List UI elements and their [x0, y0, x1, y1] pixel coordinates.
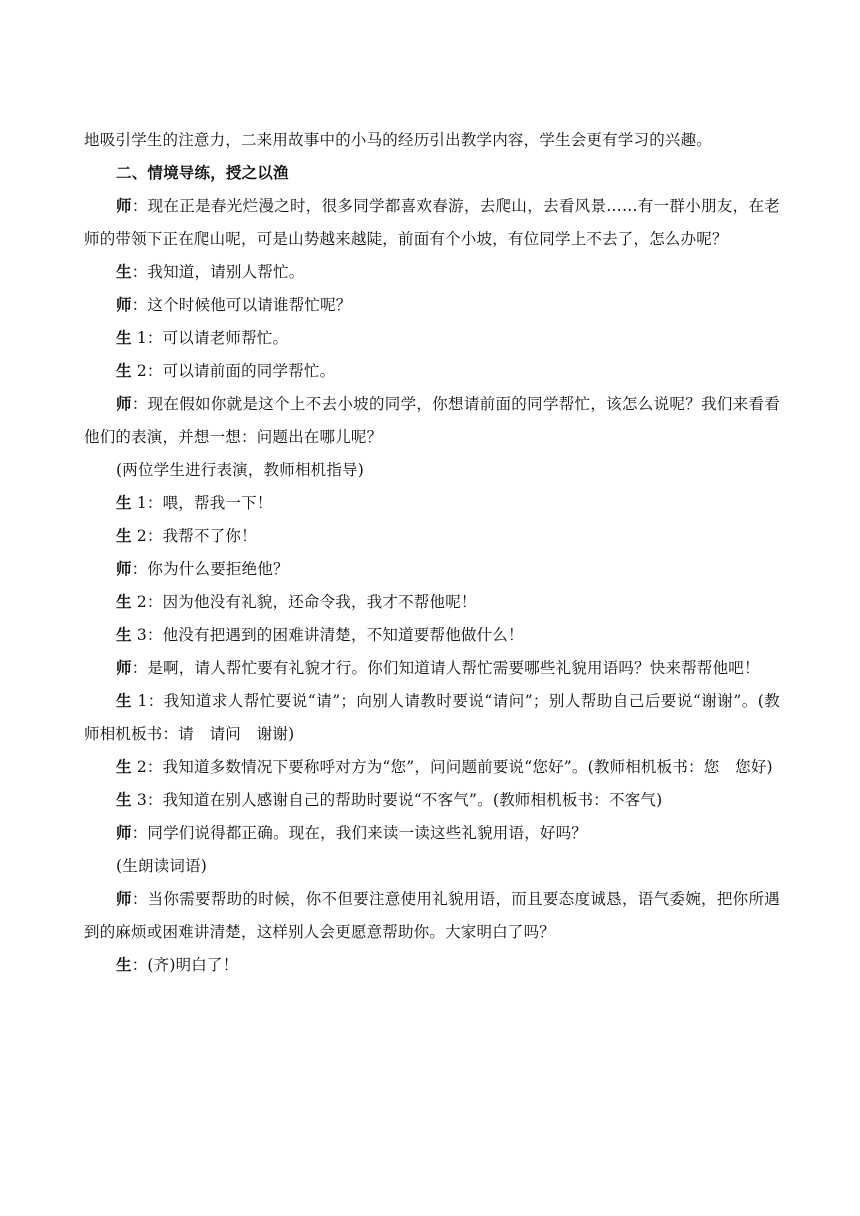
stage-direction-text: (生朗读词语)	[116, 857, 207, 875]
dialogue-line	[84, 817, 780, 850]
dialogue-text: 2：我帮不了你！	[131, 527, 257, 545]
speaker-label: 师	[116, 197, 132, 215]
stage-direction-text: (两位学生进行表演，教师相机指导)	[116, 461, 364, 479]
dialogue-line	[84, 586, 780, 619]
dialogue-line	[84, 553, 780, 586]
dialogue-text: ：你为什么要拒绝他？	[131, 560, 289, 578]
speaker-label: 生	[116, 758, 132, 776]
dialogue-text: 2：因为他没有礼貌，还命令我，我才不帮他呢！	[131, 593, 477, 611]
document-page	[84, 124, 780, 982]
dialogue-line	[84, 520, 780, 553]
dialogue-line	[84, 487, 780, 520]
dialogue-text: 2：可以请前面的同学帮忙。	[131, 362, 336, 380]
dialogue-text: ：(齐)明白了！	[131, 956, 239, 974]
speaker-label: 生	[116, 329, 132, 347]
dialogue-line	[84, 619, 780, 652]
dialogue-line	[84, 883, 780, 949]
speaker-label: 生	[116, 956, 132, 974]
speaker-label: 师	[116, 560, 132, 578]
dialogue-text: 2：我知道多数情况下要称呼对方为“您”，问问题前要说“您好”。(教师相机板书：您 您好)	[131, 758, 773, 776]
speaker-label: 生	[116, 626, 132, 644]
dialogue-line	[84, 751, 780, 784]
paragraph	[84, 124, 780, 157]
dialogue-text: 1：我知道求人帮忙要说“请”；向别人请教时要说“请问”；别人帮助自己后要说“谢谢”。(教师相机板书：请 请问 谢谢)	[84, 692, 781, 743]
dialogue-text: ：我知道，请别人帮忙。	[131, 263, 305, 281]
speaker-label: 生	[116, 527, 132, 545]
dialogue-line	[84, 652, 780, 685]
stage-direction	[84, 850, 780, 883]
dialogue-line	[84, 256, 780, 289]
dialogue-text: 1：喂，帮我一下！	[131, 494, 273, 512]
dialogue-text: ：这个时候他可以请谁帮忙呢？	[131, 296, 352, 314]
speaker-label: 师	[116, 824, 132, 842]
dialogue-text: ：现在假如你就是这个上不去小坡的同学，你想请前面的同学帮忙，该怎么说呢？我们来看看他们的表演，并想一想：问题出在哪儿呢？	[84, 395, 780, 446]
heading-text: 二、情境导练，授之以渔	[116, 164, 289, 182]
speaker-label: 生	[116, 494, 132, 512]
dialogue-line	[84, 322, 780, 355]
dialogue-text: ：当你需要帮助的时候，你不但要注意使用礼貌用语，而且要态度诚恳，语气委婉，把你所遇到的麻烦或困难讲清楚，这样别人会更愿意帮助你。大家明白了吗？	[84, 890, 780, 941]
speaker-label: 生	[116, 791, 132, 809]
speaker-label: 师	[116, 890, 132, 908]
dialogue-line	[84, 388, 780, 454]
dialogue-text: ：现在正是春光烂漫之时，很多同学都喜欢春游，去爬山，去看风景……有一群小朋友，在老师的带领下正在爬山呢，可是山势越来越陡，前面有个小坡，有位同学上不去了，怎么办呢？	[84, 197, 781, 248]
dialogue-line	[84, 784, 780, 817]
speaker-label: 生	[116, 263, 132, 281]
dialogue-line	[84, 355, 780, 388]
stage-direction	[84, 454, 780, 487]
dialogue-line	[84, 685, 780, 751]
dialogue-line	[84, 289, 780, 322]
speaker-label: 师	[116, 296, 132, 314]
dialogue-line	[84, 949, 780, 982]
dialogue-line	[84, 190, 780, 256]
speaker-label: 生	[116, 692, 133, 710]
dialogue-text: ：是啊，请人帮忙要有礼貌才行。你们知道请人帮忙需要哪些礼貌用语吗？快来帮帮他吧！	[131, 659, 760, 677]
speaker-label: 师	[116, 659, 132, 677]
speaker-label: 生	[116, 593, 132, 611]
dialogue-text: 1：可以请老师帮忙。	[131, 329, 289, 347]
dialogue-text: ：同学们说得都正确。现在，我们来读一读这些礼貌用语，好吗？	[131, 824, 588, 842]
dialogue-text: 3：我知道在别人感谢自己的帮助时要说“不客气”。(教师相机板书：不客气)	[131, 791, 663, 809]
section-heading	[84, 157, 780, 190]
speaker-label: 师	[116, 395, 132, 413]
paragraph-text: 地吸引学生的注意力，二来用故事中的小马的经历引出教学内容，学生会更有学习的兴趣。	[84, 131, 713, 149]
dialogue-text: 3：他没有把遇到的困难讲清楚，不知道要帮他做什么！	[131, 626, 524, 644]
speaker-label: 生	[116, 362, 132, 380]
